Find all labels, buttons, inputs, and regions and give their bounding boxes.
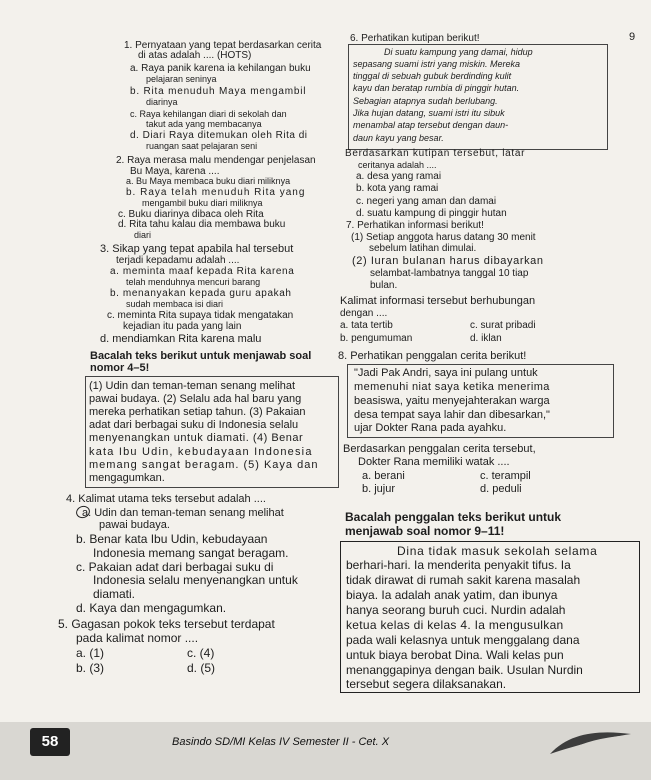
q3-option-c-cont: kejadian itu pada yang lain <box>123 321 242 332</box>
q7-option-d[interactable]: d. iklan <box>470 333 502 344</box>
q2-option-b[interactable]: b. Raya telah menuduh Rita yang <box>126 187 306 198</box>
q4-option-b[interactable]: b. Benar kata Ibu Udin, kebudayaan <box>76 532 268 546</box>
q1-option-d[interactable]: d. Diari Raya ditemukan oleh Rita di <box>130 130 308 141</box>
q8-box-line2: memenuhi niat saya ketika menerima <box>354 381 550 393</box>
q1-option-c-cont: takut ada yang membacanya <box>146 119 262 129</box>
q4-option-a[interactable]: a. Udin dan teman-teman senang melihat <box>82 507 284 519</box>
q2-option-b-cont: mengambil buku diari miliknya <box>142 198 263 208</box>
section-heading-9-11-line2: menjawab soal nomor 9–11! <box>345 524 505 538</box>
q6-option-b[interactable]: b. kota yang ramai <box>356 183 439 194</box>
q8-after-line2: Dokter Rana memiliki watak .... <box>358 456 510 468</box>
passage-line7: pada wali kelasnya untuk menggalang dana <box>346 633 580 647</box>
q1-option-b-cont: diarinya <box>146 97 178 107</box>
q4-option-c-cont2: diamati. <box>93 587 136 601</box>
q8-box-line5: ujar Dokter Rana pada ayahku. <box>354 422 507 434</box>
q5-option-b[interactable]: b. (3) <box>76 661 105 675</box>
q6-option-a[interactable]: a. desa yang ramai <box>356 171 442 182</box>
q3-option-b-cont: sudah membaca isi diari <box>126 299 224 309</box>
q3-option-a[interactable]: a. meminta maaf kepada Rita karena <box>110 266 295 277</box>
q6-box-line4: kayu dan beratap rumbia di pinggir hutan. <box>353 83 520 93</box>
q1-option-a[interactable]: a. Raya panik karena ia kehilangan buku <box>130 63 311 74</box>
section-heading-9-11-line1: Bacalah penggalan teks berikut untuk <box>345 510 562 524</box>
q2-option-a[interactable]: a. Bu Maya membaca buku diari miliknya <box>126 176 291 186</box>
q1-option-a-cont: pelajaran seninya <box>146 74 217 84</box>
box1-line6: kata Ibu Udin, kebudayaan Indonesia <box>89 446 313 458</box>
q7-after-line1: Kalimat informasi tersebut berhubungan <box>340 295 536 307</box>
q8-option-c[interactable]: c. terampil <box>480 470 531 482</box>
q7-stem: 7. Perhatikan informasi berikut! <box>346 220 484 231</box>
q6-box-line2: sepasang suami istri yang miskin. Mereka <box>353 59 521 69</box>
q5-stem-line2: pada kalimat nomor .... <box>76 631 199 645</box>
q4-option-c[interactable]: c. Pakaian adat dari berbagai suku di <box>76 560 274 574</box>
q8-box-line4: desa tempat saya lahir dan dibesarkan," <box>354 409 550 421</box>
q2-option-d[interactable]: d. Rita tahu kalau dia membawa buku <box>118 219 286 230</box>
q6-box-line6: Jika hujan datang, suami istri itu sibuk <box>353 108 505 118</box>
q8-option-a[interactable]: a. berani <box>362 470 405 482</box>
box1-line2: pawai budaya. (2) Selalu ada hal baru yang <box>89 393 302 405</box>
q7-option-b[interactable]: b. pengumuman <box>340 333 413 344</box>
q4-option-d[interactable]: d. Kaya dan mengagumkan. <box>76 601 227 615</box>
q3-option-c[interactable]: c. meminta Rita supaya tidak mengatakan <box>107 310 294 321</box>
q8-stem: 8. Perhatikan penggalan cerita berikut! <box>338 350 527 362</box>
box1-line4: adat dari berbagai suku di Indonesia selalu <box>89 419 299 431</box>
q6-box-line7: menambal atap tersebut dengan daun- <box>353 120 509 130</box>
q6-box-line1: Di suatu kampung yang damai, hidup <box>384 47 533 57</box>
passage-line5: hanya seorang buruh cuci. Nurdin adalah <box>346 603 566 617</box>
section-heading-4-5-line1: Bacalah teks berikut untuk menjawab soal <box>90 350 312 362</box>
q2-option-c[interactable]: c. Buku diarinya dibaca oleh Rita <box>118 209 264 220</box>
q7-after-line2: dengan .... <box>340 308 388 319</box>
q6-option-c[interactable]: c. negeri yang aman dan damai <box>356 196 497 207</box>
q3-stem-line1: 3. Sikap yang tepat apabila hal tersebut <box>100 243 294 255</box>
section-heading-4-5-line2: nomor 4–5! <box>90 362 150 374</box>
box1-line3: mereka perhatikan setiap tahun. (3) Pakaian <box>89 406 306 418</box>
q6-box-line8: daun kayu yang besar. <box>353 133 444 143</box>
box1-line8: mengagumkan. <box>89 472 165 484</box>
q1-stem-line1: 1. Pernyataan yang tepat berdasarkan cerita <box>124 40 322 51</box>
q2-option-d-cont: diari <box>134 230 152 240</box>
q6-stem: 6. Perhatikan kutipan berikut! <box>350 33 480 44</box>
box1-line5: menyenangkan untuk diamati. (4) Benar <box>89 432 304 444</box>
leaf-decoration-icon <box>545 728 635 758</box>
q6-after-line1: Berdasarkan kutipan tersebut, latar <box>345 148 526 159</box>
passage-line8: untuk biaya berobat Dina. Wali kelas pun <box>346 648 564 662</box>
q5-option-d[interactable]: d. (5) <box>187 661 216 675</box>
q7-item2-line1: (2) Iuran bulanan harus dibayarkan <box>352 255 544 267</box>
q7-item1-line2: sebelum latihan dimulai. <box>369 243 477 254</box>
q7-item2-line3: bulan. <box>370 280 398 291</box>
passage-line4: biaya. Ia adalah anak yatim, dan ibunya <box>346 588 558 602</box>
q6-box-line5: Sebagian atapnya sudah berlubang. <box>353 96 498 106</box>
q8-option-d[interactable]: d. peduli <box>480 483 522 495</box>
q8-option-b[interactable]: b. jujur <box>362 483 396 495</box>
q2-stem-line1: 2. Raya merasa malu mendengar penjelasan <box>116 155 316 166</box>
q7-option-a[interactable]: a. tata tertib <box>340 320 393 331</box>
q5-stem-line1: 5. Gagasan pokok teks tersebut terdapat <box>58 617 275 631</box>
box1-line1: (1) Udin dan teman-teman senang melihat <box>89 380 296 392</box>
q2-stem-line2: Bu Maya, karena .... <box>130 166 220 177</box>
q4-option-b-cont: Indonesia memang sangat beragam. <box>93 546 289 560</box>
q7-option-c[interactable]: c. surat pribadi <box>470 320 536 331</box>
q8-after-line1: Berdasarkan penggalan cerita tersebut, <box>343 443 536 455</box>
box1-line7: memang sangat beragam. (5) Kaya dan <box>89 459 319 471</box>
q4-option-a-cont: pawai budaya. <box>99 519 170 531</box>
q3-option-a-cont: telah menduhnya mencuri barang <box>126 277 261 287</box>
q7-item1-line1: (1) Setiap anggota harus datang 30 menit <box>351 232 536 243</box>
passage-line9: menanggapinya dengan baik. Usulan Nurdin <box>346 663 583 677</box>
q6-after-line2: ceritanya adalah .... <box>358 160 437 170</box>
q3-stem-line2: terjadi kepadamu adalah .... <box>116 255 240 266</box>
passage-line1: Dina tidak masuk sekolah selama <box>397 544 598 558</box>
q3-option-d[interactable]: d. mendiamkan Rita karena malu <box>100 333 262 345</box>
q1-option-d-cont: ruangan saat pelajaran seni <box>146 141 258 151</box>
q4-stem: 4. Kalimat utama teks tersebut adalah .... <box>66 493 266 505</box>
footer-text: Basindo SD/MI Kelas IV Semester II - Cet. X <box>172 736 390 748</box>
q8-box-line1: "Jadi Pak Andri, saya ini pulang untuk <box>354 367 538 379</box>
q1-option-b[interactable]: b. Rita menuduh Maya mengambil <box>130 86 307 97</box>
passage-line2: berhari-hari. Ia menderita penyakit tifus. Ia <box>346 558 571 572</box>
q6-box-line3: tinggal di sebuah gubuk berdinding kulit <box>353 71 512 81</box>
q1-stem-line2: di atas adalah .... (HOTS) <box>138 50 252 61</box>
q1-option-c[interactable]: c. Raya kehilangan diari di sekolah dan <box>130 109 287 119</box>
q7-item2-line2: selambat-lambatnya tanggal 10 tiap <box>370 268 529 279</box>
q4-option-c-cont: Indonesia selalu menyenangkan untuk <box>93 573 298 587</box>
q8-box-line3: beasiswa, yaitu menyejahterakan warga <box>354 395 550 407</box>
q5-option-a[interactable]: a. (1) <box>76 646 105 660</box>
page-number: 58 <box>30 728 70 756</box>
q6-option-d[interactable]: d. suatu kampung di pinggir hutan <box>356 208 507 219</box>
q3-option-b[interactable]: b. menanyakan kepada guru apakah <box>110 288 292 299</box>
passage-line3: tidak dirawat di rumah sakit karena masalah <box>346 573 581 587</box>
q5-option-c[interactable]: c. (4) <box>187 646 215 660</box>
passage-line10: tersebut segera dilaksanakan. <box>346 677 507 691</box>
corner-number: 9 <box>629 31 636 43</box>
passage-line6: ketua kelas di kelas 4. Ia mengusulkan <box>346 618 564 632</box>
